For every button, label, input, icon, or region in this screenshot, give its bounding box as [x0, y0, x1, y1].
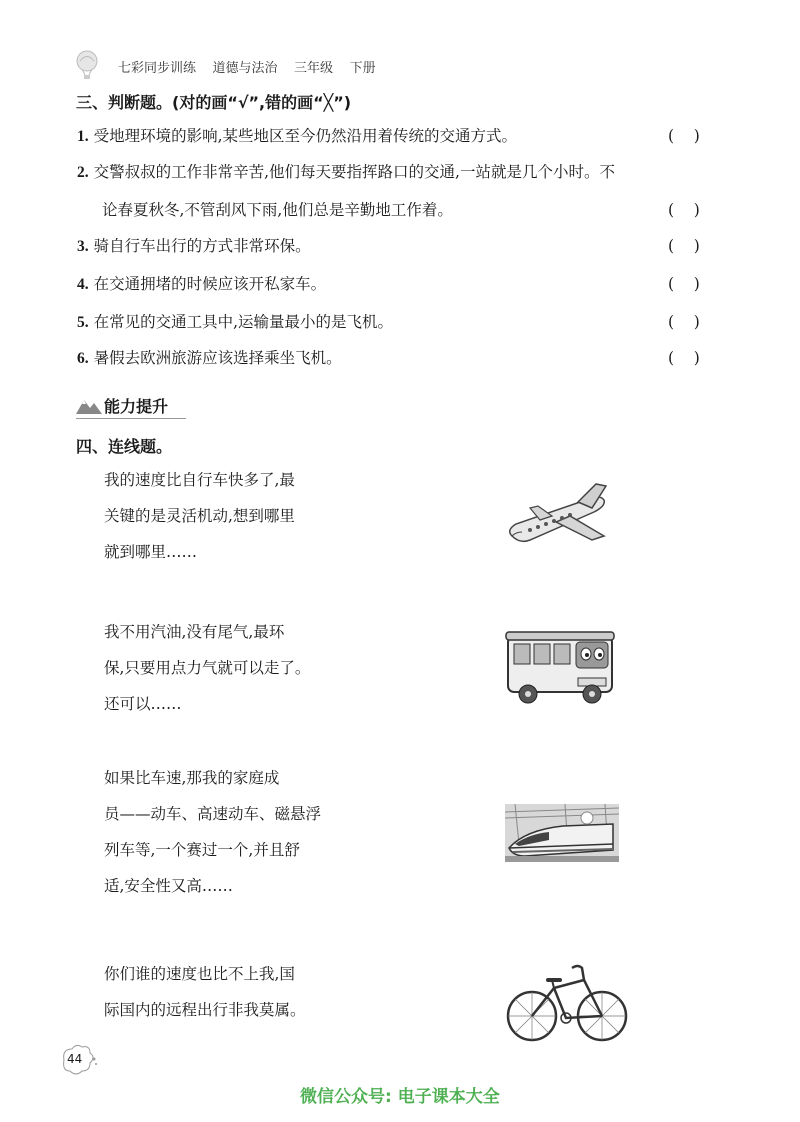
text-line: 员——动车、高速动车、磁悬浮 [104, 805, 322, 823]
match-text-2 [104, 614, 310, 722]
question-1 [77, 126, 517, 147]
answer-blank-3[interactable]: ( ) [668, 237, 700, 255]
text-line: 适,安全性又高…… [104, 877, 233, 895]
page-number [58, 1043, 98, 1077]
question-text: 骑自行车出行的方式非常环保。 [93, 237, 311, 255]
question-2 [77, 162, 615, 183]
question-number: 4. [77, 276, 89, 293]
section-3-title: 三、判断题。(对的画“√”,错的画“╳”) [76, 93, 352, 112]
answer-blank-2[interactable]: ( ) [668, 201, 700, 219]
high-speed-train-icon[interactable] [505, 804, 619, 862]
airplane-icon[interactable] [500, 478, 620, 554]
balloon-logo-icon [74, 50, 100, 80]
ability-label: 能力提升 [104, 397, 169, 416]
section-4-title: 四、连线题。 [76, 437, 173, 456]
question-text: 在常见的交通工具中,运输量最小的是飞机。 [93, 313, 394, 331]
text-line: 我不用汽油,没有尾气,最环 [104, 623, 285, 641]
heading-underline [76, 418, 186, 419]
question-3 [77, 236, 311, 257]
text-line: 你们谁的速度也比不上我,国 [104, 965, 295, 983]
text-line: 列车等,一个赛过一个,并且舒 [104, 841, 300, 859]
question-number: 3. [77, 238, 89, 255]
text-line: 际国内的远程出行非我莫属。 [104, 1001, 306, 1019]
answer-blank-6[interactable]: ( ) [668, 349, 700, 367]
question-number: 6. [77, 350, 89, 367]
question-text: 暑假去欧洲旅游应该选择乘坐飞机。 [93, 349, 342, 367]
header-title: 七彩同步训练 道德与法治 三年级 下册 [118, 61, 376, 76]
bus-icon[interactable] [504, 626, 622, 706]
page-header [74, 48, 734, 84]
text-line: 保,只要用点力气就可以走了。 [104, 659, 311, 677]
ability-heading [76, 392, 236, 420]
bicycle-icon[interactable] [506, 962, 628, 1044]
match-text-1 [104, 462, 295, 570]
question-2-continued: 论春夏秋冬,不管刮风下雨,他们总是辛勤地工作着。 [102, 201, 453, 219]
text-line: 我的速度比自行车快多了,最 [104, 471, 295, 489]
question-6 [77, 348, 342, 369]
text-line: 如果比车速,那我的家庭成 [104, 769, 280, 787]
text-line: 还可以…… [104, 695, 182, 713]
question-number: 2. [77, 164, 89, 181]
question-5 [77, 312, 393, 333]
question-text: 在交通拥堵的时候应该开私家车。 [93, 275, 327, 293]
answer-blank-5[interactable]: ( ) [668, 313, 700, 331]
text-line: 关键的是灵活机动,想到哪里 [104, 507, 295, 525]
question-number: 1. [77, 128, 89, 145]
question-4 [77, 274, 326, 295]
answer-blank-4[interactable]: ( ) [668, 275, 700, 293]
answer-blank-1[interactable]: ( ) [668, 127, 700, 145]
page-number-text: 44 [67, 1052, 83, 1066]
watermark-text: 微信公众号: 电子课本大全 [300, 1087, 500, 1107]
question-text: 受地理环境的影响,某些地区至今仍然沿用着传统的交通方式。 [93, 127, 518, 145]
question-text: 交警叔叔的工作非常辛苦,他们每天要指挥路口的交通,一站就是几个小时。不 [93, 163, 615, 181]
match-text-4 [104, 956, 306, 1028]
match-text-3 [104, 760, 321, 904]
mountain-icon [76, 396, 102, 414]
question-number: 5. [77, 314, 89, 331]
text-line: 就到哪里…… [104, 543, 198, 561]
